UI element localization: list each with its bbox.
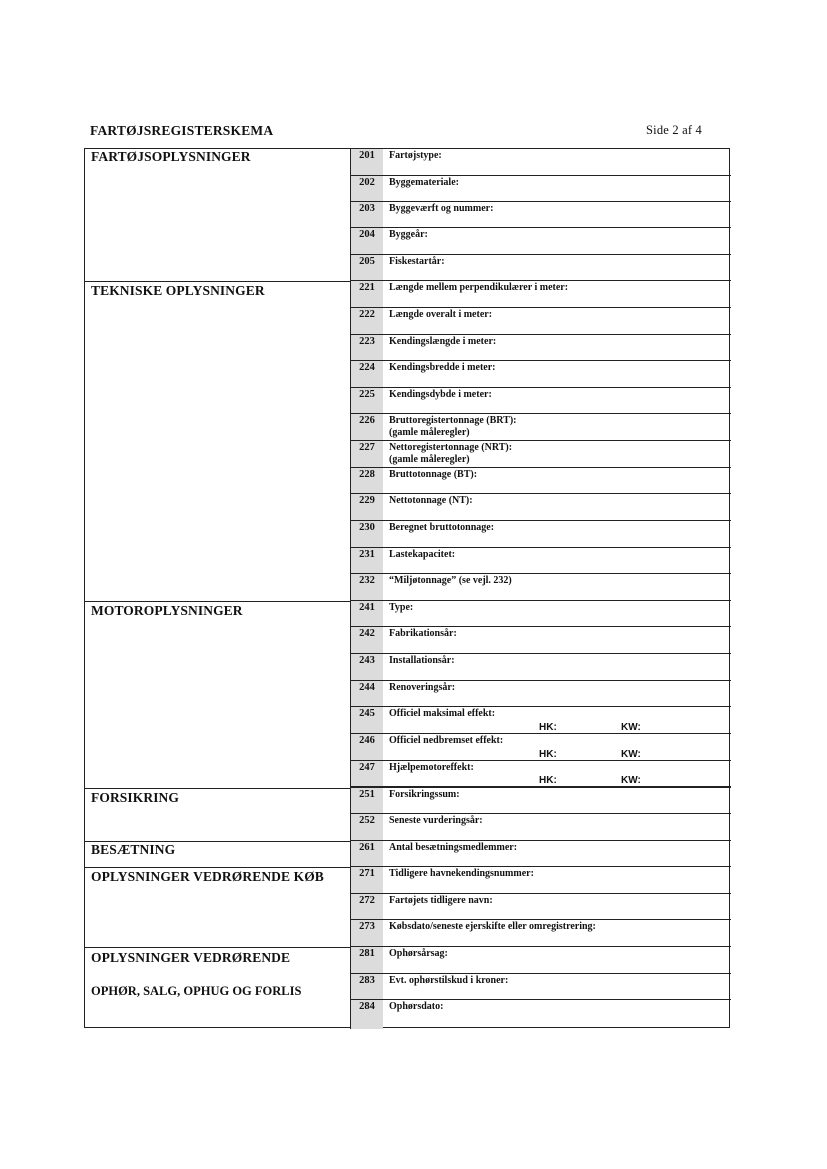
field-row[interactable] <box>350 202 731 228</box>
field-row[interactable] <box>350 574 731 601</box>
field-number: 284 <box>351 1000 383 1029</box>
field-row[interactable] <box>350 627 731 654</box>
kw-unit-label: KW: <box>621 722 641 733</box>
field-label: Kendingsbredde i meter: <box>389 362 496 373</box>
field-row[interactable] <box>350 281 731 308</box>
field-number: 226 <box>351 414 383 440</box>
field-label: Fiskestartår: <box>389 256 445 267</box>
field-label: Beregnet bruttotonnage: <box>389 522 495 533</box>
field-label: Antal besætningsmedlemmer: <box>389 842 518 853</box>
field-label: Længde overalt i meter: <box>389 309 493 320</box>
field-row[interactable] <box>350 228 731 255</box>
field-row[interactable] <box>350 947 731 974</box>
registration-form <box>84 148 730 1028</box>
section-title: OPLYSNINGER VEDRØRENDE KØB <box>91 869 324 884</box>
field-row[interactable] <box>350 788 731 814</box>
field-label: Byggeværft og nummer: <box>389 203 494 214</box>
field-number: 231 <box>351 548 383 573</box>
field-label-line1: Nettoregistertonnage (NRT): <box>389 442 513 453</box>
field-row[interactable] <box>350 894 731 920</box>
section-title: TEKNISKE OPLYSNINGER <box>91 283 265 298</box>
field-number: 224 <box>351 361 383 387</box>
field-number: 273 <box>351 920 383 946</box>
field-row[interactable] <box>350 494 731 521</box>
field-number: 251 <box>351 788 383 813</box>
field-label: Kendingslængde i meter: <box>389 336 497 347</box>
hk-unit-label: HK: <box>539 722 557 733</box>
field-row[interactable] <box>350 414 731 441</box>
field-label: Fartøjstype: <box>389 150 442 161</box>
field-label: Ophørsdato: <box>389 1001 444 1012</box>
field-label: Officiel nedbremset effekt: <box>389 735 504 746</box>
field-row[interactable] <box>350 361 731 388</box>
field-row[interactable] <box>350 841 731 867</box>
field-label: Hjælpemotoreffekt: <box>389 762 474 773</box>
field-number: 281 <box>351 947 383 973</box>
field-number: 229 <box>351 494 383 520</box>
field-row[interactable] <box>350 335 731 361</box>
field-row[interactable] <box>350 441 731 468</box>
field-number: 221 <box>351 281 383 307</box>
field-number: 203 <box>351 202 383 227</box>
field-label: Bruttotonnage (BT): <box>389 469 478 480</box>
field-label: “Miljøtonnage” (se vejl. 232) <box>389 575 512 586</box>
field-label: Byggeår: <box>389 229 428 240</box>
field-label: Fabrikationsår: <box>389 628 457 639</box>
field-row[interactable] <box>350 521 731 548</box>
field-row[interactable] <box>350 814 731 841</box>
field-label: Seneste vurderingsår: <box>389 815 483 826</box>
field-label: Tidligere havnekendingsnummer: <box>389 868 534 879</box>
field-number: 283 <box>351 974 383 999</box>
field-label-line1: Bruttoregistertonnage (BRT): <box>389 415 517 426</box>
kw-unit-label: KW: <box>621 749 641 760</box>
form-title: FARTØJSREGISTERSKEMA <box>90 123 274 138</box>
field-row[interactable] <box>350 149 731 176</box>
hk-unit-label: HK: <box>539 749 557 760</box>
section-engine-info <box>85 601 351 788</box>
field-number: 242 <box>351 627 383 653</box>
page-indicator: Side 2 af 4 <box>646 123 703 137</box>
section-crew <box>85 841 351 867</box>
field-number: 230 <box>351 521 383 547</box>
field-label: Ophørsårsag: <box>389 948 448 959</box>
field-row[interactable] <box>350 654 731 681</box>
field-number: 201 <box>351 149 383 175</box>
field-number: 271 <box>351 867 383 893</box>
field-row[interactable] <box>350 548 731 574</box>
section-title: OPLYSNINGER VEDRØRENDE <box>91 950 291 965</box>
field-label: Officiel maksimal effekt: <box>389 708 496 719</box>
field-label: Lastekapacitet: <box>389 549 456 560</box>
field-label: Installationsår: <box>389 655 455 666</box>
field-label: Købsdato/seneste ejerskifte eller omregistrering: <box>389 921 596 932</box>
field-row[interactable] <box>350 761 731 788</box>
section-cessation-info <box>85 947 351 1029</box>
section-vessel-info <box>85 149 351 281</box>
field-row[interactable] <box>350 707 731 734</box>
field-label: Længde mellem perpendikulærer i meter: <box>389 282 569 293</box>
field-label <box>389 415 517 439</box>
field-label: Nettotonnage (NT): <box>389 495 473 506</box>
field-label: Evt. ophørstilskud i kroner: <box>389 975 509 986</box>
field-row[interactable] <box>350 255 731 281</box>
field-number: 228 <box>351 468 383 493</box>
field-row[interactable] <box>350 867 731 894</box>
section-title: FORSIKRING <box>91 790 180 805</box>
field-label: Byggemateriale: <box>389 177 459 188</box>
field-row[interactable] <box>350 468 731 494</box>
field-number: 245 <box>351 707 383 733</box>
field-number: 246 <box>351 734 383 760</box>
section-technical-info <box>85 281 351 601</box>
section-title: BESÆTNING <box>91 842 176 857</box>
kw-unit-label: KW: <box>621 775 641 786</box>
field-label: Kendingsdybde i meter: <box>389 389 492 400</box>
field-row[interactable] <box>350 1000 731 1029</box>
field-label <box>389 442 512 466</box>
field-label: Fartøjets tidligere navn: <box>389 895 493 906</box>
section-title: MOTOROPLYSNINGER <box>91 603 243 618</box>
field-row[interactable] <box>350 176 731 202</box>
field-row[interactable] <box>350 681 731 707</box>
field-row[interactable] <box>350 308 731 335</box>
section-purchase-info <box>85 867 351 947</box>
field-number: 243 <box>351 654 383 680</box>
field-number: 247 <box>351 761 383 786</box>
field-row[interactable] <box>350 388 731 414</box>
field-number: 232 <box>351 574 383 600</box>
field-label: Type: <box>389 602 414 613</box>
section-insurance <box>85 788 351 841</box>
field-number: 205 <box>351 255 383 280</box>
section-title: FARTØJSOPLYSNINGER <box>91 149 251 164</box>
field-number: 272 <box>351 894 383 919</box>
field-row[interactable] <box>350 920 731 947</box>
field-label: Renoveringsår: <box>389 682 456 693</box>
field-label-line2: (gamle måleregler) <box>389 454 470 465</box>
field-number: 223 <box>351 335 383 360</box>
field-number: 227 <box>351 441 383 467</box>
field-label-line2: (gamle måleregler) <box>389 427 470 438</box>
field-number: 261 <box>351 841 383 866</box>
field-label: Forsikringssum: <box>389 789 460 800</box>
field-number: 204 <box>351 228 383 254</box>
field-row[interactable] <box>350 601 731 627</box>
field-row[interactable] <box>350 974 731 1000</box>
hk-unit-label: HK: <box>539 775 557 786</box>
field-number: 202 <box>351 176 383 201</box>
field-row[interactable] <box>350 734 731 761</box>
field-number: 225 <box>351 388 383 413</box>
field-number: 252 <box>351 814 383 840</box>
section-subtitle: OPHØR, SALG, OPHUG OG FORLIS <box>91 984 302 998</box>
field-number: 222 <box>351 308 383 334</box>
field-number: 241 <box>351 601 383 626</box>
field-number: 244 <box>351 681 383 706</box>
